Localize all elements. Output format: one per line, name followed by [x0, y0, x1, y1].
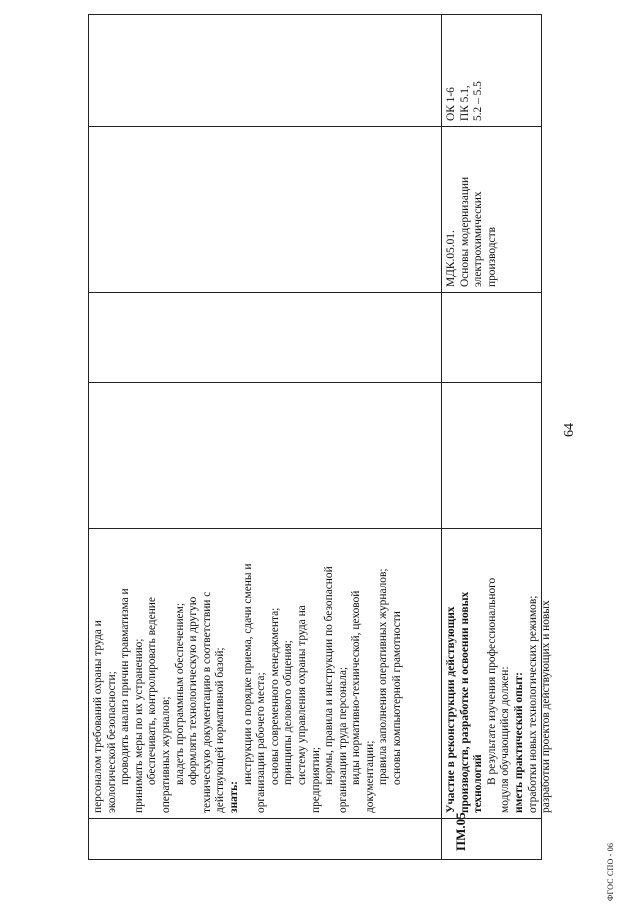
text-line: предприятии; [309, 747, 322, 813]
text-line: техническую документацию в соответствии с [200, 591, 213, 813]
text-line: принимать меры по их устранению; [132, 638, 145, 813]
col-divider-4 [89, 292, 541, 293]
text-line: технологий [472, 754, 485, 813]
text-line: иметь практический опыт: [512, 672, 525, 813]
text-line: обеспечивать, контролировать ведение [146, 597, 159, 785]
text-line: ОК 1-6 [445, 87, 457, 121]
text-line: электрохимических [472, 191, 485, 287]
curriculum-table [88, 14, 553, 860]
text-line: отработки новых технологических режимов; [526, 595, 539, 813]
text-line: оперативных журналов; [159, 696, 172, 813]
text-line: Участие в реконструкции действующих [445, 606, 457, 813]
text-line: принципы делового общения; [282, 640, 295, 785]
text-line: документации; [363, 740, 376, 813]
text-line: владеть программным обеспечением; [173, 603, 186, 785]
pm05-content [442, 529, 553, 818]
text-line: 5.2 – 5.5 [472, 81, 485, 121]
text-line: инструкции о порядке приема, сдачи смены и [241, 563, 254, 785]
text-line: производств [485, 227, 498, 287]
text-line: нормы, правила и инструкции по безопасной [323, 566, 336, 785]
text-line: правила заполнения оперативных журналов; [377, 568, 390, 785]
mdk-cell [442, 127, 542, 292]
text-line: действующей нормативной базой; [214, 647, 227, 813]
text-line: модуля обучающийся должен: [499, 666, 512, 813]
text-line: ПК 5.1, [458, 85, 471, 121]
page-number: 64 [562, 423, 577, 437]
text-line: организации труда персонала; [336, 666, 349, 813]
competencies-cell [442, 15, 542, 126]
prev-row-content [89, 529, 441, 818]
text-line: Основы модернизации [458, 176, 471, 287]
text-line: экологической безопасности; [105, 671, 118, 813]
text-line: МДК.05.01. [445, 230, 457, 287]
footer-code: ФГОС СПО - 06 [606, 842, 615, 901]
text-line: основы современного менеджмента; [268, 607, 281, 785]
text-line: разработки проектов действующих и новых [540, 600, 553, 813]
col-divider-1 [89, 818, 541, 819]
text-line: знать: [227, 781, 240, 813]
text-line: В результате изучения профессионального [485, 577, 498, 785]
text-line: систему управления охраны труда на [295, 605, 308, 785]
text-line: виды нормативно-технической, цеховой [350, 590, 363, 785]
module-code: ПМ.05 [453, 812, 468, 851]
col-divider-3 [89, 382, 541, 383]
text-line: производств, разработке и освоении новых [458, 591, 471, 813]
text-line: организации рабочего места; [255, 672, 268, 813]
text-line: основы компьютерной грамотности [391, 611, 404, 785]
text-line: проводить анализ причин травматизма и [119, 588, 132, 785]
text-line: персоналом требований охраны труда и [92, 620, 104, 813]
text-line: оформлять технологическую и другую [187, 596, 200, 785]
